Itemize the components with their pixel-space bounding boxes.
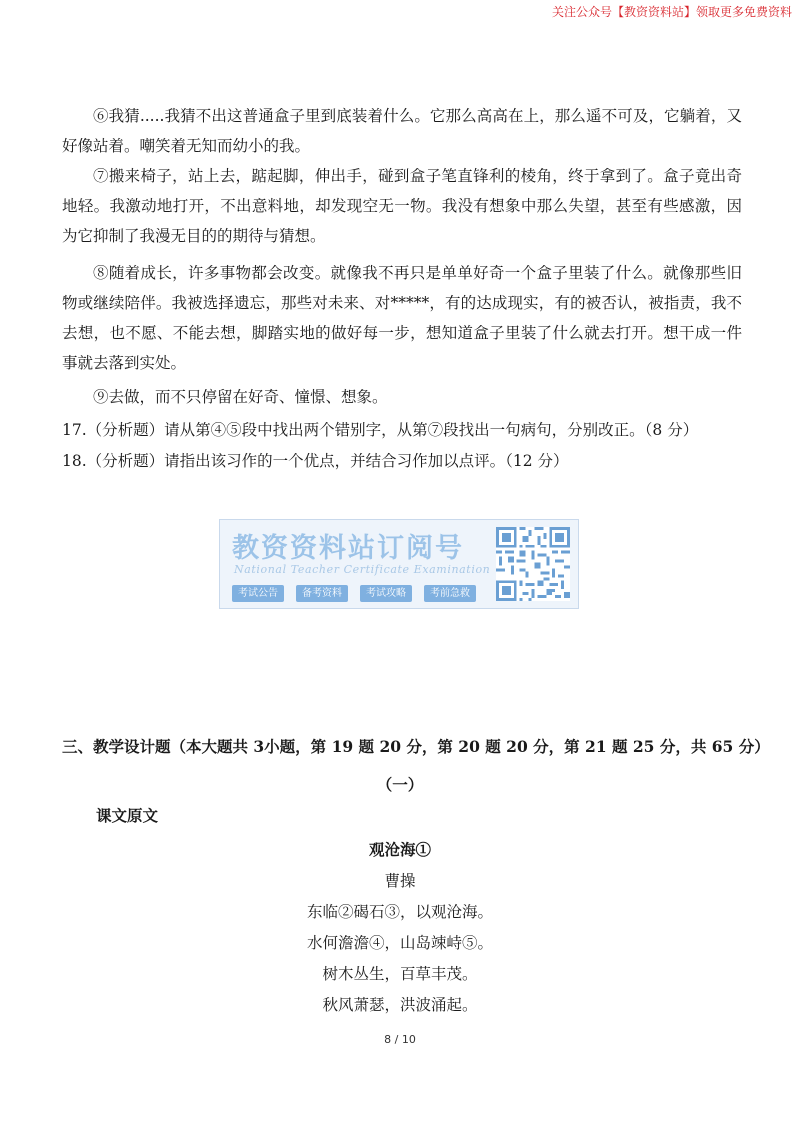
paragraph-9: ⑨去做，而不只停留在好奇、憧憬、想象。 (93, 388, 388, 406)
poem-line: 水何澹澹④，山岛竦峙⑤。 (306, 934, 493, 952)
promo-subtitle: National Teacher Certificate Examination (234, 563, 491, 576)
promo-button-last-minute[interactable]: 考前急救 (424, 585, 476, 602)
paragraph-8: ⑧随着成长，许多事物都会改变。就像我不再只是单单好奇一个盒子里装了什么。就像那些旧物或继续陪伴。我被选择遗忘，那些对未来、对*****，有的达成现实，有的被否认，被指责，我不去想，也不愿、不能去想，脚踏实地的做好每一步，想知道盒子里装了什么就去打开。想干成一件事就去落到实处。 (62, 264, 742, 372)
subscription-promo-card[interactable] (219, 519, 579, 609)
section-heading: 三、教学设计题（本大题共 3小题，第 19 题 20 分，第 20 题 20 分，第 21 题 25 分，共 65 分） (62, 737, 770, 756)
poem-line: 东临②碣石③，以观沧海。 (306, 903, 493, 921)
promo-banner: 关注公众号【教资资料站】领取更多免费资料 (551, 5, 792, 19)
promo-button-exam-tips[interactable]: 考试攻略 (360, 585, 412, 602)
question-17: 17.（分析题）请从第④⑤段中找出两个错别字，从第⑦段找出一句病句，分别改正。（8 分） (62, 421, 699, 439)
paragraph-6: ⑥我猜.....我猜不出这普通盒子里到底装着什么。它那么高高在上，那么遥不可及，它躺着，又好像站着。嘲笑着无知而幼小的我。 (62, 107, 742, 155)
promo-button-study-materials[interactable]: 备考资料 (296, 585, 348, 602)
poem-title: 观沧海① (368, 840, 431, 859)
text-label: 课文原文 (96, 806, 159, 825)
poem-line: 树木丛生，百草丰茂。 (322, 965, 478, 983)
poem-line: 秋风萧瑟，洪波涌起。 (322, 996, 478, 1014)
question-18: 18.（分析题）请指出该习作的一个优点，并结合习作加以点评。（12 分） (62, 452, 569, 470)
page-number: 8 / 10 (384, 1033, 416, 1046)
poem-author: 曹操 (384, 872, 416, 890)
promo-title: 教资资料站订阅号 (232, 533, 464, 564)
promo-button-exam-notice[interactable]: 考试公告 (232, 585, 284, 602)
paragraph-7: ⑦搬来椅子，站上去，踮起脚，伸出手，碰到盒子笔直锋利的棱角，终于拿到了。盒子竟出奇地轻。我激动地打开，不出意料地，却发现空无一物。我没有想象中那么失望，甚至有些感激，因为它抑制了我漫无目的的期待与猜想。 (62, 167, 742, 245)
section-part-number: （一） (376, 775, 424, 794)
qr-code-icon[interactable] (496, 527, 570, 601)
